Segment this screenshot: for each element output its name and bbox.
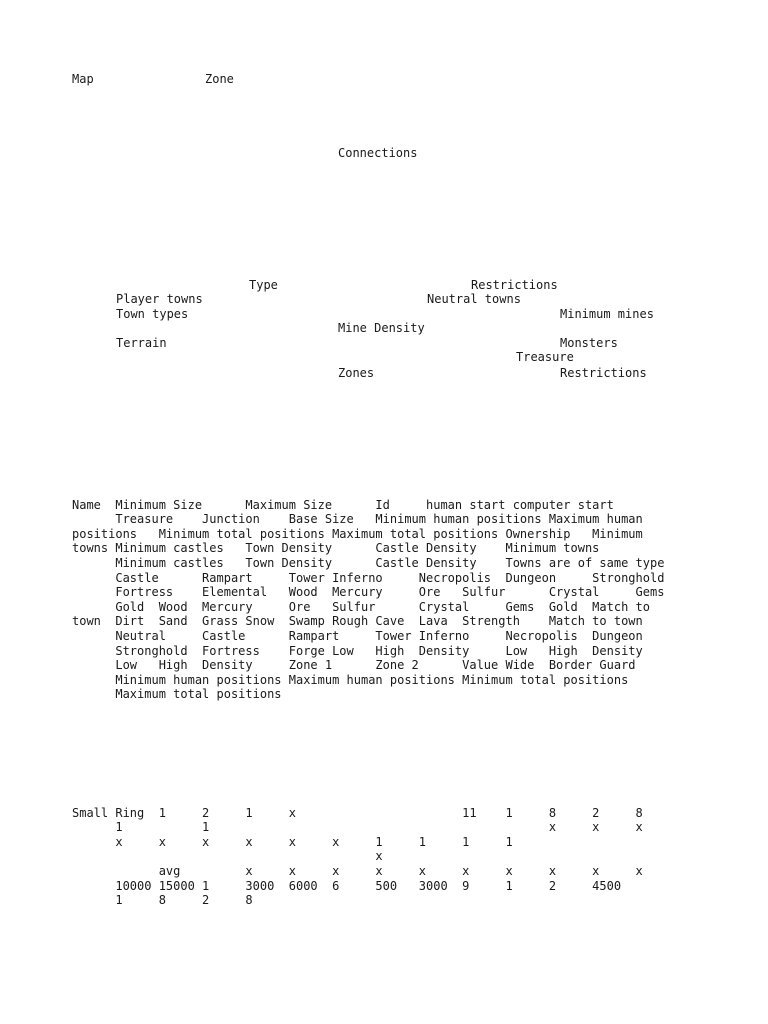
monsters-label: Monsters — [560, 336, 618, 350]
header-line: town Dirt Sand Grass Snow Swamp Rough Cave Lava Strength Match to town — [72, 614, 643, 629]
restrictions-heading: Restrictions — [471, 278, 558, 292]
header-line: Gold Wood Mercury Ore Sulfur Crystal Gems Gold Match to — [72, 599, 650, 614]
terrain-label: Terrain — [116, 336, 167, 350]
data-line: x — [72, 849, 383, 864]
data-line: 1 1 x x x — [72, 820, 643, 835]
map-heading: Map — [72, 72, 94, 86]
header-line: Stronghold Fortress Forge Low High Density Low High Density — [72, 643, 643, 658]
header-line: Treasure Junction Base Size Minimum human positions Maximum human — [72, 512, 643, 527]
header-line: Low High Density Zone 1 Zone 2 Value Wide Border Guard — [72, 658, 636, 673]
header-line: Minimum human positions Maximum human positions Minimum total positions — [72, 672, 629, 687]
town-types-label: Town types — [116, 307, 189, 321]
header-line: towns Minimum castles Town Density Castle Density Minimum towns — [72, 541, 600, 556]
header-line: Name Minimum Size Maximum Size Id human start computer start — [72, 497, 614, 512]
zone-heading: Zone — [205, 72, 234, 86]
zones-label: Zones — [338, 366, 375, 380]
header-line: Fortress Elemental Wood Mercury Ore Sulfur Crystal Gems — [72, 585, 665, 600]
header-line: Minimum castles Town Density Castle Density Towns are of same type — [72, 555, 665, 570]
header-line: Castle Rampart Tower Inferno Necropolis Dungeon Stronghold — [72, 570, 665, 585]
connections-heading: Connections — [338, 146, 418, 160]
header-line: Neutral Castle Rampart Tower Inferno Necropolis Dungeon — [72, 628, 643, 643]
restrictions-label: Restrictions — [560, 366, 647, 380]
data-line: Small Ring 1 2 1 x 11 1 8 2 8 — [72, 805, 643, 820]
header-line: positions Minimum total positions Maximum total positions Ownership Minimum — [72, 526, 643, 541]
data-line: avg x x x x x x x x x x — [72, 863, 643, 878]
data-line: x x x x x x 1 1 1 1 — [72, 834, 513, 849]
minimum-mines-label: Minimum mines — [560, 307, 654, 321]
data-line: 10000 15000 1 3000 6000 6 500 3000 9 1 2 4500 — [72, 878, 622, 893]
player-towns-label: Player towns — [116, 292, 203, 306]
treasure-label: Treasure — [516, 350, 574, 364]
type-heading: Type — [249, 278, 278, 292]
header-line: Maximum total positions — [72, 687, 282, 702]
data-line: 1 8 2 8 — [72, 893, 253, 908]
neutral-towns-label: Neutral towns — [427, 292, 521, 306]
mine-density-label: Mine Density — [338, 321, 425, 335]
